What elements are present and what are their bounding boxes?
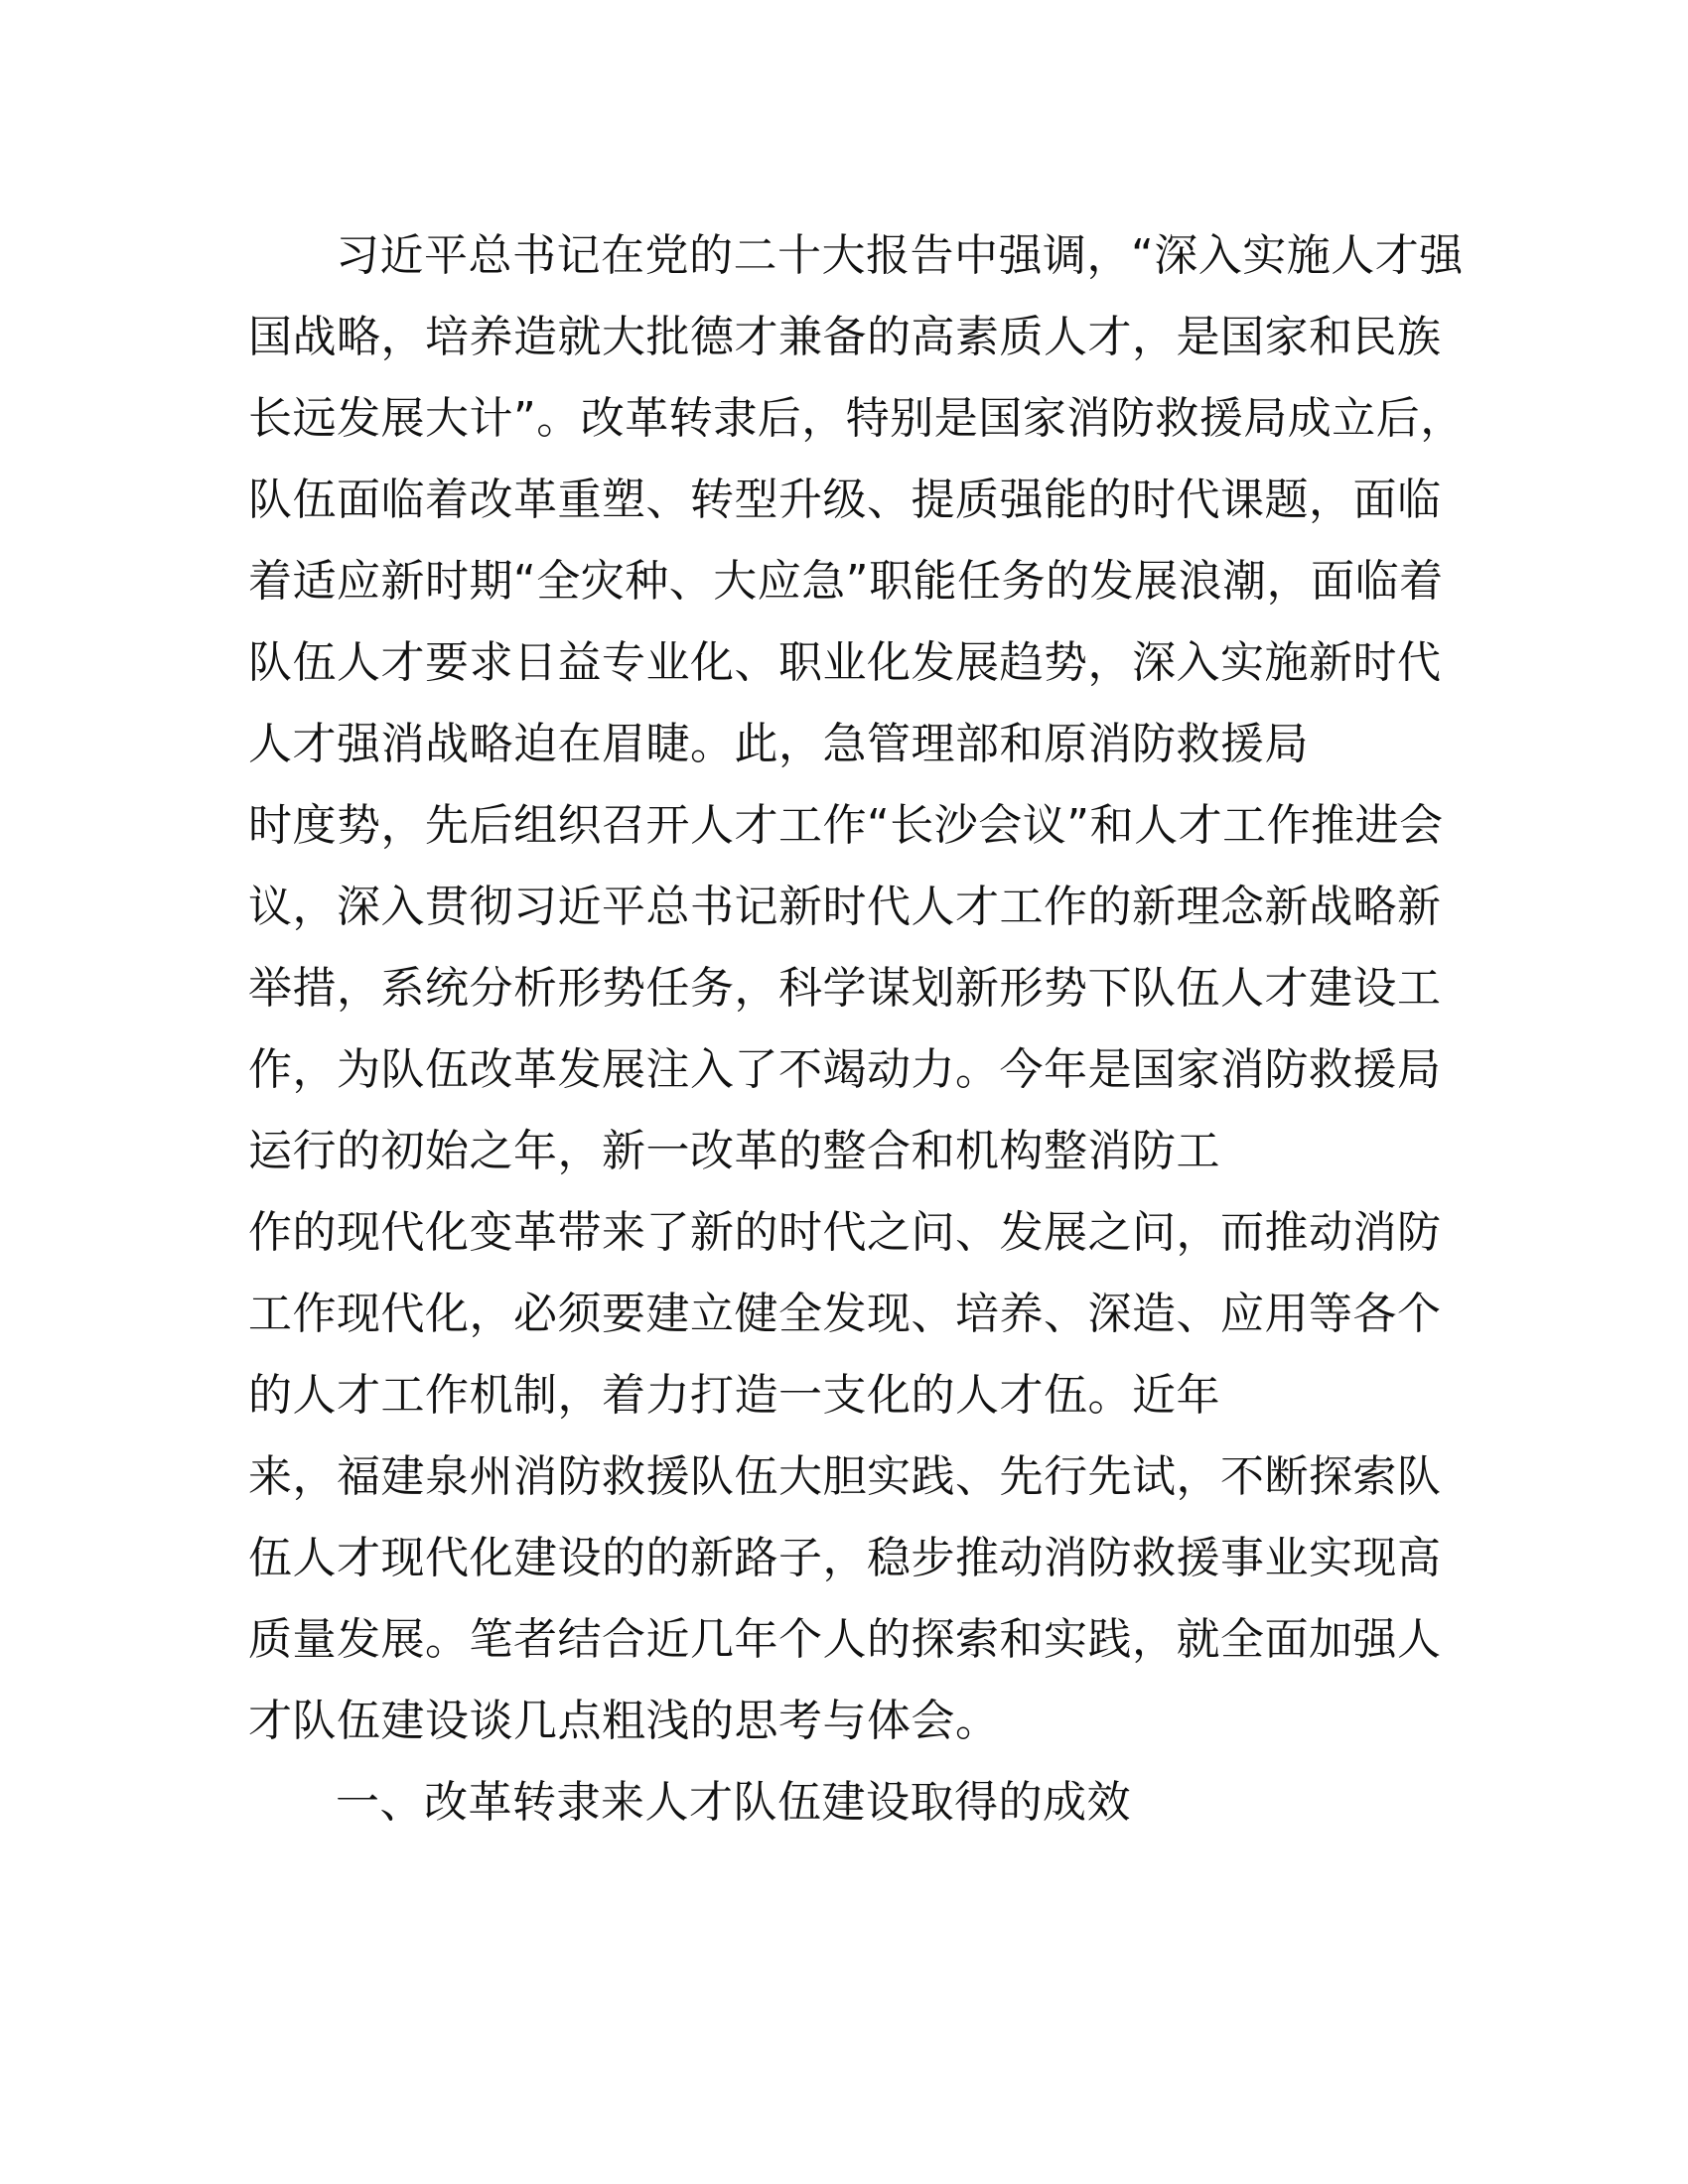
paragraph-line: 时度势，先后组织召开人才工作“长沙会议”和人才工作推进会 [248,800,1444,851]
paragraph-line: 国战略，培养造就大批德才兼备的高素质人才，是国家和民族 [248,312,1442,362]
paragraph-line: 长远发展大计”。改革转隶后，特别是国家消防救援局成立后， [248,393,1465,444]
paragraph-line: 质量发展。笔者结合近几年个人的探索和实践，就全面加强人 [248,1614,1442,1665]
paragraph-line: 作的现代化变革带来了新的时代之问、发展之问，而推动消防 [248,1207,1442,1258]
paragraph-line: 的人才工作机制，着力打造一支化的人才伍。近年 [248,1370,1220,1421]
paragraph-line: 作，为队伍改革发展注入了不竭动力。今年是国家消防救援局 [248,1044,1442,1095]
paragraph-line: 队伍人才要求日益专业化、职业化发展趋势，深入实施新时代 [248,637,1442,688]
paragraph-line: 伍人才现代化建设的的新路子，稳步推动消防救援事业实现高 [248,1533,1442,1583]
paragraph-line: 来，福建泉州消防救援队伍大胆实践、先行先试，不断探索队 [248,1451,1442,1502]
paragraph-line: 队伍面临着改革重塑、转型升级、提质强能的时代课题，面临 [248,475,1442,525]
paragraph-line: 习近平总书记在党的二十大报告中强调，“深入实施人才强 [336,230,1464,281]
section-heading: 一、改革转隶来人才队伍建设取得的成效 [336,1777,1131,1828]
paragraph-line: 人才强消战略迫在眉睫。此，急管理部和原消防救援局 [248,719,1309,769]
paragraph-line: 着适应新时期“全灾种、大应急”职能任务的发展浪潮，面临着 [248,556,1444,607]
paragraph-line: 工作现代化，必须要建立健全发现、培养、深造、应用等各个 [248,1289,1442,1339]
paragraph-line: 才队伍建设谈几点粗浅的思考与体会。 [248,1696,1000,1746]
paragraph-line: 议，深入贯彻习近平总书记新时代人才工作的新理念新战略新 [248,882,1442,932]
paragraph-line: 举措，系统分析形势任务，科学谋划新形势下队伍人才建设工 [248,963,1442,1014]
paragraph-line: 运行的初始之年，新一改革的整合和机构整消防工 [248,1126,1220,1176]
